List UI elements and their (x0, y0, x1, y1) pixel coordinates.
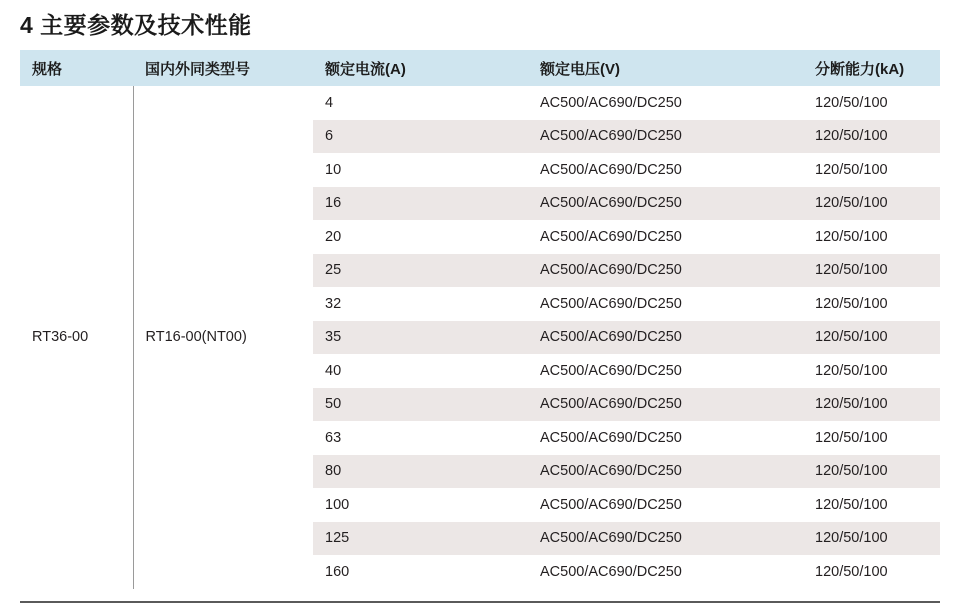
cell-breaking-capacity: 120/50/100 (803, 86, 940, 120)
cell-rated-voltage: AC500/AC690/DC250 (528, 120, 803, 154)
cell-breaking-capacity: 120/50/100 (803, 254, 940, 288)
cell-rated-voltage: AC500/AC690/DC250 (528, 220, 803, 254)
cell-rated-current: 4 (313, 86, 528, 120)
cell-rated-current: 80 (313, 455, 528, 489)
cell-rated-current: 6 (313, 120, 528, 154)
cell-breaking-capacity: 120/50/100 (803, 354, 940, 388)
cell-rated-voltage: AC500/AC690/DC250 (528, 187, 803, 221)
column-header-rated-current: 额定电流(A) (313, 50, 528, 86)
page-title: 4 主要参数及技术性能 (20, 12, 252, 38)
cell-rated-voltage: AC500/AC690/DC250 (528, 321, 803, 355)
column-header-rated-voltage: 额定电压(V) (528, 50, 803, 86)
cell-breaking-capacity: 120/50/100 (803, 287, 940, 321)
cell-breaking-capacity: 120/50/100 (803, 488, 940, 522)
cell-rated-current: 63 (313, 421, 528, 455)
cell-breaking-capacity: 120/50/100 (803, 421, 940, 455)
cell-breaking-capacity: 120/50/100 (803, 220, 940, 254)
cell-rated-current: 20 (313, 220, 528, 254)
cell-rated-voltage: AC500/AC690/DC250 (528, 86, 803, 120)
column-header-equivalent-model: 国内外同类型号 (133, 50, 313, 86)
cell-rated-voltage: AC500/AC690/DC250 (528, 555, 803, 589)
cell-rated-voltage: AC500/AC690/DC250 (528, 153, 803, 187)
cell-spec: RT36-00 (20, 86, 133, 589)
cell-rated-voltage: AC500/AC690/DC250 (528, 388, 803, 422)
cell-rated-voltage: AC500/AC690/DC250 (528, 254, 803, 288)
column-header-spec: 规格 (20, 50, 133, 86)
cell-rated-current: 50 (313, 388, 528, 422)
cell-rated-voltage: AC500/AC690/DC250 (528, 522, 803, 556)
cell-rated-current: 32 (313, 287, 528, 321)
cell-breaking-capacity: 120/50/100 (803, 153, 940, 187)
table-row (20, 86, 940, 120)
cell-rated-voltage: AC500/AC690/DC250 (528, 488, 803, 522)
cell-rated-voltage: AC500/AC690/DC250 (528, 287, 803, 321)
cell-rated-current: 100 (313, 488, 528, 522)
cell-rated-current: 35 (313, 321, 528, 355)
cell-breaking-capacity: 120/50/100 (803, 388, 940, 422)
cell-breaking-capacity: 120/50/100 (803, 555, 940, 589)
cell-rated-current: 25 (313, 254, 528, 288)
cell-rated-voltage: AC500/AC690/DC250 (528, 354, 803, 388)
spec-table-container (20, 50, 940, 589)
table-header-row (20, 50, 940, 86)
cell-rated-current: 16 (313, 187, 528, 221)
bottom-divider (20, 601, 940, 603)
cell-breaking-capacity: 120/50/100 (803, 321, 940, 355)
cell-rated-current: 160 (313, 555, 528, 589)
table-header (20, 50, 940, 86)
cell-rated-current: 125 (313, 522, 528, 556)
cell-breaking-capacity: 120/50/100 (803, 120, 940, 154)
table-body (20, 86, 940, 589)
cell-rated-current: 40 (313, 354, 528, 388)
cell-breaking-capacity: 120/50/100 (803, 187, 940, 221)
spec-table (20, 50, 940, 589)
cell-breaking-capacity: 120/50/100 (803, 522, 940, 556)
cell-equivalent-model: RT16-00(NT00) (133, 86, 313, 589)
cell-rated-voltage: AC500/AC690/DC250 (528, 421, 803, 455)
cell-breaking-capacity: 120/50/100 (803, 455, 940, 489)
cell-rated-voltage: AC500/AC690/DC250 (528, 455, 803, 489)
column-header-breaking-capacity: 分断能力(kA) (803, 50, 940, 86)
cell-rated-current: 10 (313, 153, 528, 187)
